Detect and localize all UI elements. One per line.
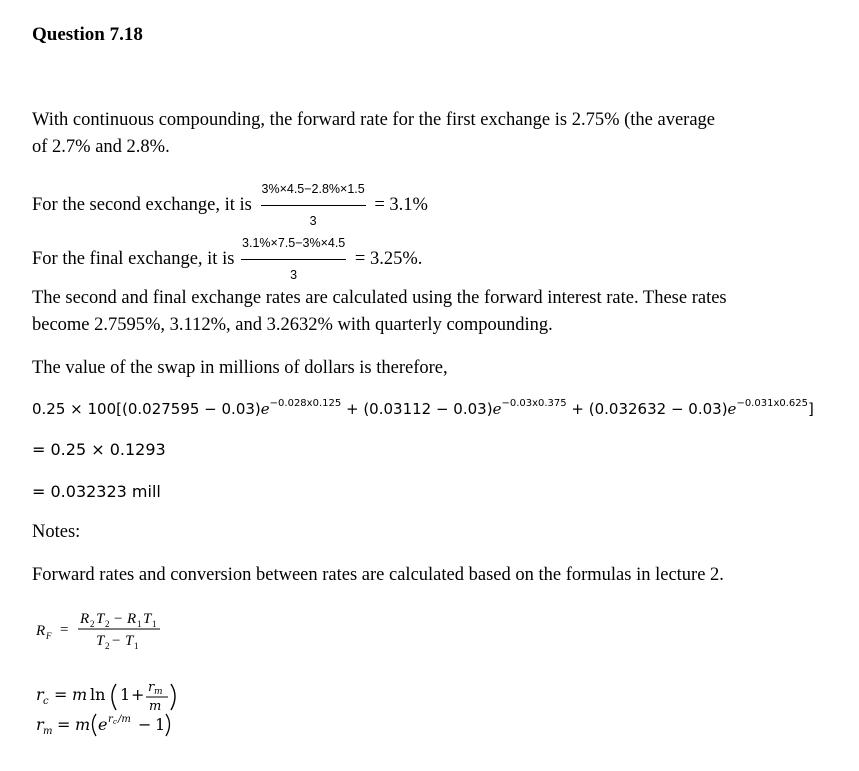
svg-text:F: F xyxy=(46,631,52,641)
paragraph-swap-value: The value of the swap in millions of dollars is therefore, xyxy=(32,358,448,378)
final-exchange-lead: For the final exchange, it is xyxy=(32,248,235,269)
second-exchange-equation xyxy=(32,176,428,235)
svg-text:1: 1 xyxy=(152,619,157,629)
notes-label: Notes: xyxy=(32,522,81,542)
second-exchange-fraction xyxy=(261,176,366,235)
svg-text:r: r xyxy=(36,685,44,704)
svg-text:−: − xyxy=(114,611,123,627)
calculation-step-1: = 0.25 × 0.1293 xyxy=(32,440,166,459)
svg-text:+: + xyxy=(131,685,145,704)
svg-text:R: R xyxy=(36,623,46,639)
paragraph-rates-line1: The second and final exchange rates are calculated using the forward interest rate. These rates xyxy=(32,288,727,308)
final-exchange-equation xyxy=(32,230,422,289)
svg-text:=: = xyxy=(57,715,71,734)
forward-rate-formula xyxy=(32,604,212,656)
svg-text:1: 1 xyxy=(137,619,142,629)
paragraph-first-exchange-line1: With continuous compounding, the forward rate for the first exchange is 2.75% (the average xyxy=(32,110,716,130)
svg-text:m: m xyxy=(154,687,163,697)
svg-text:m: m xyxy=(75,715,91,734)
final-exchange-numerator: 3.1%×7.5−3%×4.5 xyxy=(241,230,346,260)
swap-formula-mid2: + (0.032632 − 0.03) xyxy=(566,400,728,418)
svg-text:/m: /m xyxy=(118,714,131,725)
rate-conversion-formulas xyxy=(32,670,232,740)
paragraph-first-exchange-line2: of 2.7% and 2.8%. xyxy=(32,137,170,157)
svg-text:=: = xyxy=(54,685,68,704)
question-title: Question 7.18 xyxy=(32,24,143,45)
svg-text:m: m xyxy=(72,685,88,704)
svg-text:−: − xyxy=(138,715,152,734)
second-exchange-lead: For the second exchange, it is xyxy=(32,194,252,215)
second-exchange-result: = 3.1% xyxy=(374,194,428,215)
svg-text:m: m xyxy=(43,726,53,737)
swap-value-formula xyxy=(32,398,814,418)
svg-text:m: m xyxy=(149,699,162,714)
final-exchange-result: = 3.25%. xyxy=(354,248,423,269)
svg-text:2: 2 xyxy=(90,619,95,629)
calculation-step-2: = 0.032323 mill xyxy=(32,482,161,501)
swap-formula-exp1: −0.028x0.125 xyxy=(269,398,342,409)
swap-formula-e1: e xyxy=(260,400,270,418)
final-exchange-fraction xyxy=(241,230,346,289)
paragraph-rates-line2: become 2.7595%, 3.112%, and 3.2632% with quarterly compounding. xyxy=(32,315,553,335)
svg-text:R: R xyxy=(127,611,137,627)
svg-text:c: c xyxy=(113,718,117,726)
second-exchange-denominator: 3 xyxy=(309,214,317,228)
swap-formula-e3: e xyxy=(727,400,737,418)
svg-text:T: T xyxy=(96,633,105,649)
svg-text:ln: ln xyxy=(90,685,106,704)
svg-text:r: r xyxy=(36,715,44,734)
swap-formula-e2: e xyxy=(492,400,502,418)
svg-text:1: 1 xyxy=(134,641,139,651)
swap-formula-mid1: + (0.03112 − 0.03) xyxy=(341,400,493,418)
svg-text:T: T xyxy=(96,611,105,627)
notes-text: Forward rates and conversion between rates are calculated based on the formulas in lecture 2. xyxy=(32,565,724,585)
svg-text:T: T xyxy=(143,611,152,627)
swap-formula-suffix: ] xyxy=(808,400,814,418)
second-exchange-numerator: 3%×4.5−2.8%×1.5 xyxy=(261,176,366,206)
svg-text:−: − xyxy=(112,633,121,649)
svg-text:=: = xyxy=(60,622,69,638)
svg-text:T: T xyxy=(125,633,134,649)
svg-text:2: 2 xyxy=(105,619,110,629)
svg-text:e: e xyxy=(98,715,108,734)
swap-formula-exp3: −0.031x0.625 xyxy=(736,398,808,409)
svg-text:1: 1 xyxy=(120,685,131,704)
final-exchange-denominator: 3 xyxy=(290,268,298,282)
svg-text:r: r xyxy=(108,714,113,725)
svg-text:c: c xyxy=(43,696,49,707)
svg-text:R: R xyxy=(80,611,90,627)
swap-formula-prefix: 0.25 × 100[(0.027595 − 0.03) xyxy=(32,400,261,418)
svg-text:2: 2 xyxy=(105,641,110,651)
swap-formula-exp2: −0.03x0.375 xyxy=(501,398,567,409)
svg-text:r: r xyxy=(148,680,155,695)
svg-text:1: 1 xyxy=(155,715,166,734)
